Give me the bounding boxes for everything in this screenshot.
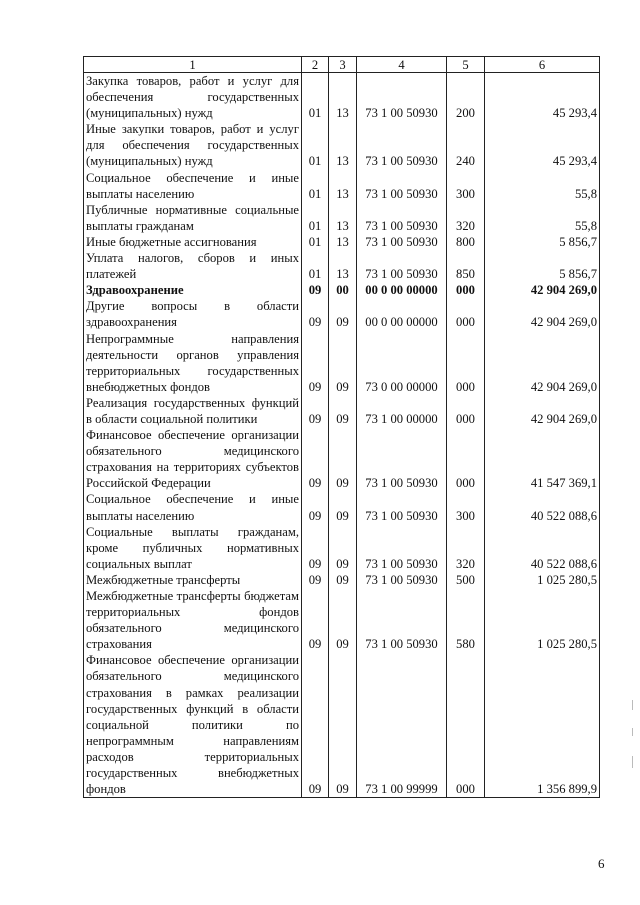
row-name: Публичные нормативные социальные выплаты гражданам bbox=[84, 202, 302, 234]
section-code: 09 bbox=[302, 282, 329, 298]
expense-type-code: 000 bbox=[447, 298, 485, 330]
section-code: 09 bbox=[302, 652, 329, 797]
expense-type-code: 240 bbox=[447, 121, 485, 169]
expense-type-code: 300 bbox=[447, 170, 485, 202]
section-code: 09 bbox=[302, 572, 329, 588]
header-cell: 4 bbox=[357, 57, 447, 73]
row-name: Реализация государственных функций в области социальной политики bbox=[84, 395, 302, 427]
table-row bbox=[84, 234, 600, 250]
target-article-code: 73 1 00 50930 bbox=[357, 250, 447, 282]
section-code: 09 bbox=[302, 395, 329, 427]
amount: 40 522 088,6 bbox=[485, 524, 600, 572]
amount: 1 356 899,9 bbox=[485, 652, 600, 797]
subsection-code: 13 bbox=[329, 234, 357, 250]
table-row bbox=[84, 491, 600, 523]
row-name: Иные закупки товаров, работ и услуг для обеспечения государственных (муниципальных) нужд bbox=[84, 121, 302, 169]
header-cell: 6 bbox=[485, 57, 600, 73]
subsection-code: 09 bbox=[329, 331, 357, 395]
target-article-code: 73 1 00 50930 bbox=[357, 202, 447, 234]
subsection-code: 13 bbox=[329, 121, 357, 169]
subsection-code: 09 bbox=[329, 572, 357, 588]
subsection-code: 09 bbox=[329, 524, 357, 572]
target-article-code: 73 1 00 50930 bbox=[357, 170, 447, 202]
row-name: Непрограммные направления деятельности органов управления территориальных государственных внебюджетных фондов bbox=[84, 331, 302, 395]
header-cell: 2 bbox=[302, 57, 329, 73]
amount: 1 025 280,5 bbox=[485, 572, 600, 588]
section-code: 01 bbox=[302, 170, 329, 202]
table-row bbox=[84, 572, 600, 588]
target-article-code: 73 1 00 50930 bbox=[357, 73, 447, 122]
section-code: 01 bbox=[302, 121, 329, 169]
target-article-code: 00 0 00 00000 bbox=[357, 298, 447, 330]
expense-type-code: 500 bbox=[447, 572, 485, 588]
subsection-code: 13 bbox=[329, 202, 357, 234]
row-name: Иные бюджетные ассигнования bbox=[84, 234, 302, 250]
target-article-code: 73 0 00 00000 bbox=[357, 331, 447, 395]
subsection-code: 09 bbox=[329, 427, 357, 491]
row-name: Социальное обеспечение и иные выплаты населению bbox=[84, 170, 302, 202]
expense-type-code: 300 bbox=[447, 491, 485, 523]
expense-type-code: 000 bbox=[447, 331, 485, 395]
row-name: Межбюджетные трансферты bbox=[84, 572, 302, 588]
target-article-code: 73 1 00 50930 bbox=[357, 588, 447, 652]
subsection-code: 13 bbox=[329, 250, 357, 282]
budget-table bbox=[83, 56, 600, 798]
subsection-code: 09 bbox=[329, 395, 357, 427]
amount: 5 856,7 bbox=[485, 234, 600, 250]
amount: 42 904 269,0 bbox=[485, 331, 600, 395]
table-row bbox=[84, 121, 600, 169]
table-row bbox=[84, 202, 600, 234]
row-name: Уплата налогов, сборов и иных платежей bbox=[84, 250, 302, 282]
expense-type-code: 200 bbox=[447, 73, 485, 122]
amount: 40 522 088,6 bbox=[485, 491, 600, 523]
subsection-code: 00 bbox=[329, 282, 357, 298]
table-row bbox=[84, 588, 600, 652]
amount: 55,8 bbox=[485, 202, 600, 234]
expense-type-code: 850 bbox=[447, 250, 485, 282]
header-cell: 1 bbox=[84, 57, 302, 73]
table-row bbox=[84, 395, 600, 427]
amount: 1 025 280,5 bbox=[485, 588, 600, 652]
expense-type-code: 000 bbox=[447, 652, 485, 797]
amount: 42 904 269,0 bbox=[485, 298, 600, 330]
table-row bbox=[84, 282, 600, 298]
target-article-code: 00 0 00 00000 bbox=[357, 282, 447, 298]
row-name: Социальные выплаты гражданам, кроме публичных нормативных социальных выплат bbox=[84, 524, 302, 572]
amount: 41 547 369,1 bbox=[485, 427, 600, 491]
table-row bbox=[84, 427, 600, 491]
subsection-code: 09 bbox=[329, 491, 357, 523]
target-article-code: 73 1 00 50930 bbox=[357, 234, 447, 250]
expense-type-code: 000 bbox=[447, 395, 485, 427]
table-row bbox=[84, 298, 600, 330]
amount: 42 904 269,0 bbox=[485, 395, 600, 427]
expense-type-code: 320 bbox=[447, 524, 485, 572]
table-row bbox=[84, 331, 600, 395]
section-code: 09 bbox=[302, 524, 329, 572]
header-cell: 5 bbox=[447, 57, 485, 73]
section-code: 09 bbox=[302, 588, 329, 652]
target-article-code: 73 1 00 50930 bbox=[357, 572, 447, 588]
subsection-code: 09 bbox=[329, 588, 357, 652]
row-name: Другие вопросы в области здравоохранения bbox=[84, 298, 302, 330]
section-code: 01 bbox=[302, 73, 329, 122]
expense-type-code: 580 bbox=[447, 588, 485, 652]
amount: 55,8 bbox=[485, 170, 600, 202]
page-number: 6 bbox=[598, 856, 605, 871]
row-name: Закупка товаров, работ и услуг для обеспечения государственных (муниципальных) нужд bbox=[84, 73, 302, 122]
table-row bbox=[84, 524, 600, 572]
target-article-code: 73 1 00 50930 bbox=[357, 524, 447, 572]
row-name: Финансовое обеспечение организации обязательного медицинского страхования на территориях субъектов Российской Федерации bbox=[84, 427, 302, 491]
target-article-code: 73 1 00 50930 bbox=[357, 121, 447, 169]
amount: 45 293,4 bbox=[485, 73, 600, 122]
subsection-code: 13 bbox=[329, 170, 357, 202]
amount: 42 904 269,0 bbox=[485, 282, 600, 298]
expense-type-code: 000 bbox=[447, 427, 485, 491]
target-article-code: 73 1 00 00000 bbox=[357, 395, 447, 427]
section-code: 09 bbox=[302, 331, 329, 395]
row-name: Социальное обеспечение и иные выплаты населению bbox=[84, 491, 302, 523]
expense-type-code: 000 bbox=[447, 282, 485, 298]
section-code: 09 bbox=[302, 427, 329, 491]
target-article-code: 73 1 00 99999 bbox=[357, 652, 447, 797]
table-body bbox=[84, 73, 600, 798]
expense-type-code: 320 bbox=[447, 202, 485, 234]
section-code: 01 bbox=[302, 250, 329, 282]
row-name: Межбюджетные трансферты бюджетам территориальных фондов обязательного медицинского страхования bbox=[84, 588, 302, 652]
scan-artifact bbox=[632, 756, 633, 768]
table-row bbox=[84, 73, 600, 122]
section-code: 01 bbox=[302, 234, 329, 250]
table-row bbox=[84, 652, 600, 797]
subsection-code: 13 bbox=[329, 73, 357, 122]
table-row bbox=[84, 250, 600, 282]
amount: 5 856,7 bbox=[485, 250, 600, 282]
target-article-code: 73 1 00 50930 bbox=[357, 427, 447, 491]
subsection-code: 09 bbox=[329, 652, 357, 797]
row-name: Здравоохранение bbox=[84, 282, 302, 298]
scan-artifact bbox=[632, 700, 633, 710]
table-row bbox=[84, 170, 600, 202]
row-name: Финансовое обеспечение организации обязательного медицинского страхования в рамках реализации государственных функций в области социальной политики по непрограммным направлениям расходов территориальных государственных внебюджетных фондов bbox=[84, 652, 302, 797]
scan-artifact bbox=[632, 728, 633, 736]
header-row bbox=[84, 57, 600, 73]
section-code: 01 bbox=[302, 202, 329, 234]
section-code: 09 bbox=[302, 491, 329, 523]
header-cell: 3 bbox=[329, 57, 357, 73]
target-article-code: 73 1 00 50930 bbox=[357, 491, 447, 523]
section-code: 09 bbox=[302, 298, 329, 330]
expense-type-code: 800 bbox=[447, 234, 485, 250]
amount: 45 293,4 bbox=[485, 121, 600, 169]
subsection-code: 09 bbox=[329, 298, 357, 330]
